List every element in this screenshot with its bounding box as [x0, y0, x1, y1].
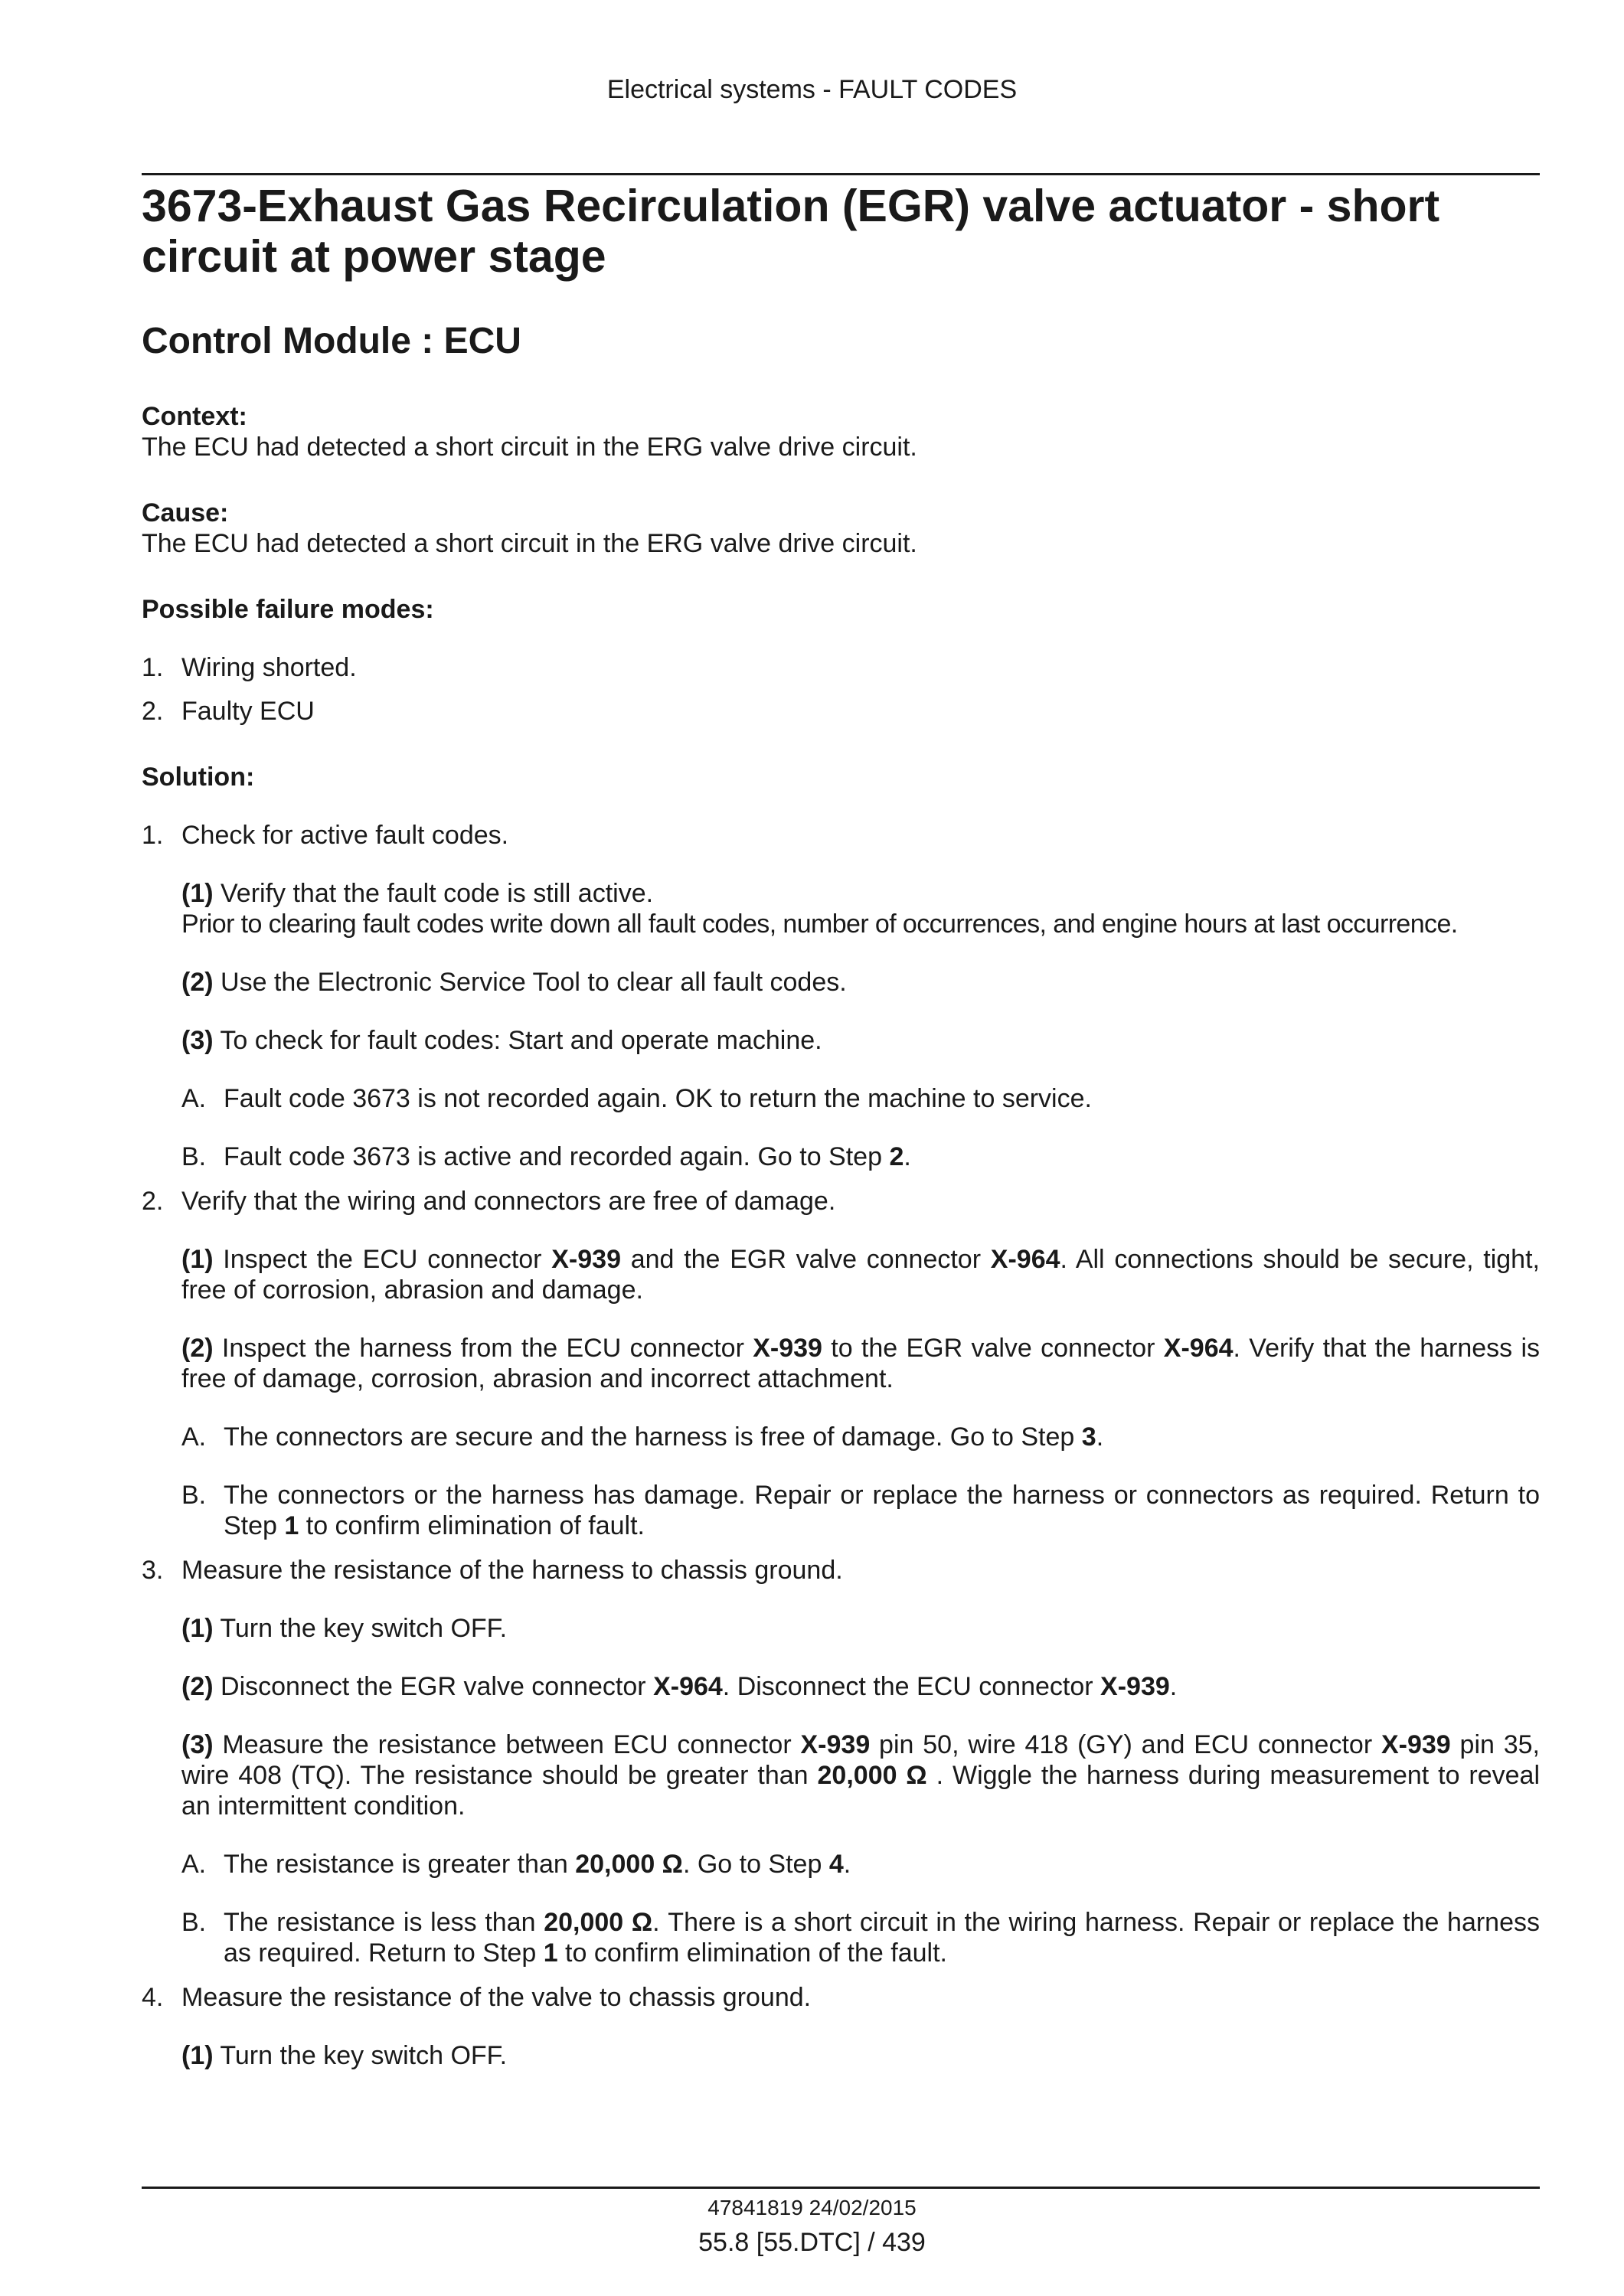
substep-note: Prior to clearing fault codes write down all fault codes, number of occurrences, and engine hours at last occurrence.	[181, 910, 1458, 939]
connector-id: X-964	[653, 1672, 723, 1701]
context-text: The ECU had detected a short circuit in the ERG valve drive circuit.	[142, 433, 917, 462]
substep-text: Use the Electronic Service Tool to clear all fault codes.	[213, 968, 847, 997]
list-text: Faulty ECU	[181, 697, 315, 726]
cause-label: Cause:	[142, 498, 229, 527]
solution-step-3: 3. Measure the resistance of the harness to chassis ground.	[142, 1556, 843, 1585]
cause-text: The ECU had detected a short circuit in the ERG valve drive circuit.	[142, 529, 917, 558]
option-a: A. The connectors are secure and the harness is free of damage. Go to Step 3.	[181, 1422, 1104, 1452]
option-b	[181, 1141, 1540, 1172]
connector-id: X-939	[753, 1334, 822, 1363]
connector-id: X-939	[551, 1245, 621, 1274]
solution-label: Solution:	[142, 763, 255, 792]
footer-rule	[142, 2187, 1540, 2189]
substep-number: (3)	[181, 1026, 214, 1055]
list-item	[142, 652, 1540, 683]
option-a	[181, 1083, 1540, 1114]
option-b: B. The connectors or the harness has damage. Repair or replace the harness or connectors as required. Return to Step 1 to confirm elimination of fault.	[181, 1481, 1540, 1540]
list-number: 2.	[142, 697, 164, 726]
substep	[181, 967, 1540, 998]
context-label: Context:	[142, 402, 247, 431]
substep	[181, 878, 1540, 939]
step-number: 1.	[142, 821, 164, 850]
substep	[181, 1025, 1540, 1056]
substep: (1) Inspect the ECU connector X-939 and the EGR valve connector X-964. All connections should be secure, tight, free of corrosion, abrasion and damage.	[181, 1245, 1540, 1305]
page-content	[142, 178, 1540, 2071]
document-code: 47841819 24/02/2015	[707, 2196, 917, 2219]
substep: (1) Turn the key switch OFF.	[181, 1614, 508, 1643]
substep: (2) Inspect the harness from the ECU connector X-939 to the EGR valve connector X-964. Verify that the harness is free of damage, corrosion, abrasion and incorrect attachment.	[181, 1334, 1541, 1393]
step-number: 2.	[142, 1187, 164, 1216]
connector-id: X-964	[990, 1245, 1060, 1274]
substep: (3) Measure the resistance between ECU connector X-939 pin 50, wire 418 (GY) and ECU connector X-939 pin 35, wire 408 (TQ). The resistance should be greater than 20,000 Ω . Wiggle the harness during measurement to reveal an intermittent condition.	[181, 1730, 1541, 1821]
option-text: Fault code 3673 is not recorded again. OK to return the machine to service.	[224, 1084, 1092, 1113]
substep-number: (2)	[181, 968, 214, 997]
step-text: Verify that the wiring and connectors are free of damage.	[181, 1187, 836, 1216]
connector-id: X-939	[1381, 1730, 1451, 1759]
substep-number: (1)	[181, 879, 214, 908]
control-module-heading: Control Module : ECU	[142, 321, 521, 361]
option-letter: A.	[181, 1084, 207, 1113]
list-number: 1.	[142, 653, 164, 682]
page-title: 3673-Exhaust Gas Recirculation (EGR) valve actuator - short circuit at power stage	[142, 181, 1440, 282]
failure-modes-label: Possible failure modes:	[142, 595, 434, 624]
option-a: A. The resistance is greater than 20,000 Ω. Go to Step 4.	[181, 1850, 851, 1879]
solution-step-4: 4. Measure the resistance of the valve to chassis ground.	[142, 1983, 812, 2012]
substep: (1) Turn the key switch OFF.	[181, 2041, 508, 2070]
connector-id: X-939	[800, 1730, 871, 1759]
header-rule	[142, 173, 1540, 175]
substep-text: Verify that the fault code is still active.	[213, 879, 654, 908]
option-text: Fault code 3673 is active and recorded again. Go to Step 2.	[224, 1142, 911, 1171]
running-header: Electrical systems - FAULT CODES	[606, 75, 1018, 104]
page-number: 55.8 [55.DTC] / 439	[698, 2228, 926, 2257]
list-text: Wiring shorted.	[181, 653, 357, 682]
solution-step-2	[142, 1186, 1540, 1217]
step-text: Check for active fault codes.	[181, 821, 509, 850]
connector-id: X-939	[1100, 1672, 1170, 1701]
connector-id: X-964	[1163, 1334, 1234, 1363]
substep-text: To check for fault codes: Start and operate machine.	[213, 1026, 822, 1055]
resistance-value: 20,000 Ω	[817, 1761, 927, 1790]
failure-modes-list	[142, 652, 1540, 727]
substep: (2) Disconnect the EGR valve connector X-964. Disconnect the ECU connector X-939.	[181, 1672, 1178, 1701]
option-letter: B.	[181, 1142, 207, 1171]
list-item	[142, 696, 1540, 727]
option-b: B. The resistance is less than 20,000 Ω. There is a short circuit in the wiring harness. Repair or replace the harness as required. Return to Step 1 to confirm elimination of the fault.	[181, 1908, 1540, 1968]
solution-step-1	[142, 820, 1540, 851]
